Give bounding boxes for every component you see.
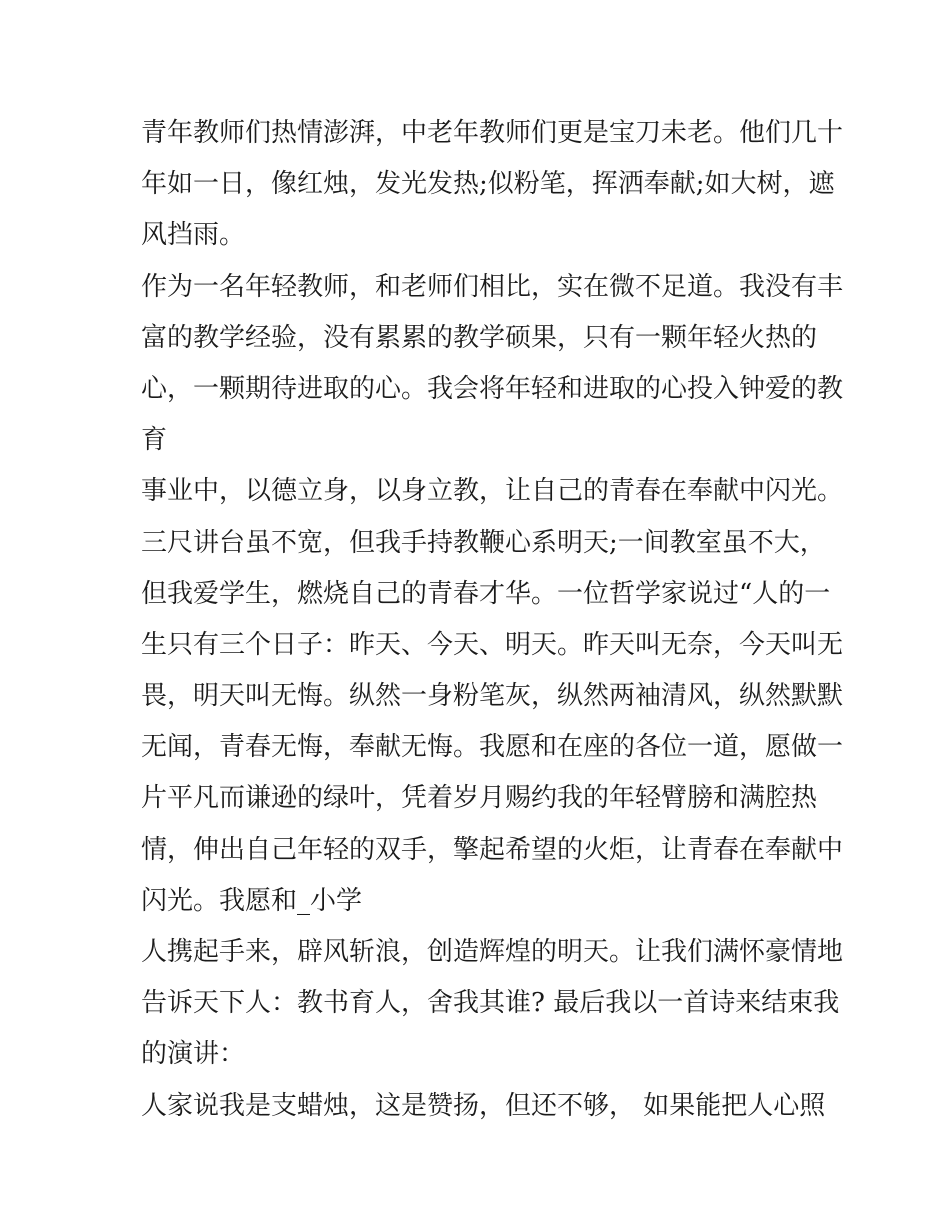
text-line: 风挡雨。 <box>141 220 246 251</box>
text-line: 作为一名年轻教师，和老师们相比，实在微不足道。我没有丰 <box>141 271 844 302</box>
text-line: 的演讲： <box>141 1039 246 1070</box>
text-line: 但我爱学生，燃烧自己的青春才华。一位哲学家说过“人的一 <box>141 578 831 609</box>
document-body <box>141 108 844 1132</box>
text-line: 片平凡而谦逊的绿叶，凭着岁月赐约我的年轻臂膀和满腔热 <box>141 783 818 814</box>
text-line: 年如一日，像红烛，发光发热;似粉笔，挥洒奉献;如大树，遮 <box>141 169 835 200</box>
text-line: 育 <box>141 425 168 456</box>
text-line: 畏，明天叫无悔。纵然一身粉笔灰，纵然两袖清风，纵然默默 <box>141 681 844 712</box>
text-line: 无闻，青春无悔，奉献无悔。我愿和在座的各位一道，愿做一 <box>141 732 844 763</box>
text-line: 事业中，以德立身，以身立教，让自己的青春在奉献中闪光。 <box>141 476 844 507</box>
text-line: 闪光。我愿和_小学 <box>141 885 363 916</box>
text-line: 情，伸出自己年轻的双手，擎起希望的火炬，让青春在奉献中 <box>141 834 844 865</box>
text-line: 人携起手来，辟风斩浪，创造辉煌的明天。让我们满怀豪情地 <box>141 937 844 967</box>
text-line: 告诉天下人：教书育人，舍我其谁? 最后我以一首诗来结束我 <box>141 988 840 1019</box>
text-line: 心，一颗期待进取的心。我会将年轻和进取的心投入钟爱的教 <box>141 373 844 404</box>
text-line: 生只有三个日子：昨天、今天、明天。昨天叫无奈，今天叫无 <box>141 629 844 660</box>
text-line: 三尺讲台虽不宽，但我手持教鞭心系明天;一间教室虽不大， <box>141 527 826 558</box>
text-line: 青年教师们热情澎湃，中老年教师们更是宝刀未老。他们几十 <box>141 118 844 148</box>
text-line: 富的教学经验，没有累累的教学硕果，只有一颗年轻火热的 <box>141 322 818 353</box>
text-line: 人家说我是支蜡烛，这是赞扬，但还不够， 如果能把人心照 <box>141 1090 826 1121</box>
